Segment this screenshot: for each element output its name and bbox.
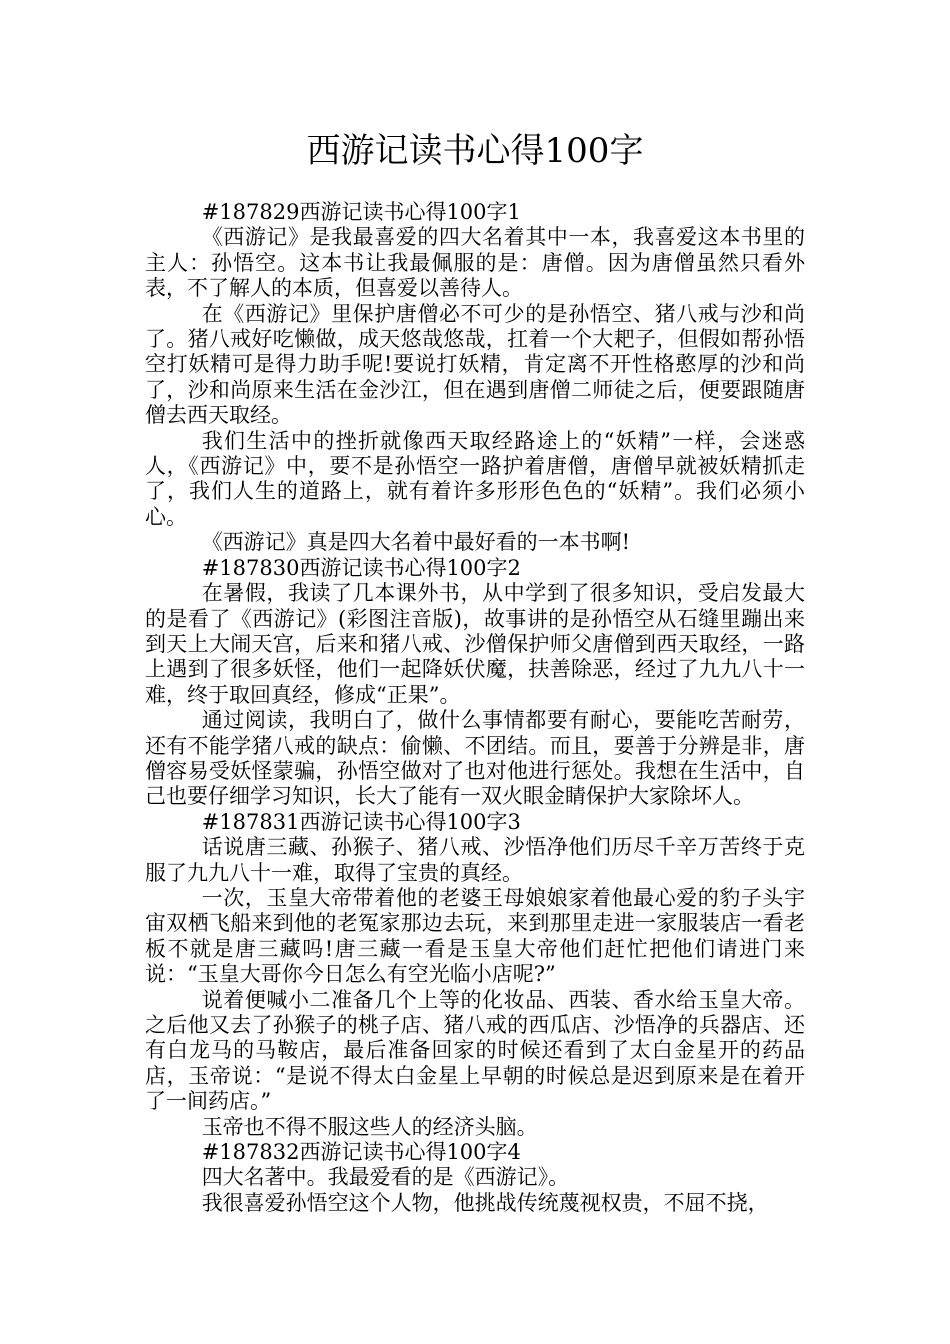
paragraph: 《西游记》是我最喜爱的四大名着其中一本，我喜爱这本书里的主人：孙悟空。这本书让我最佩服的是：唐僧。因为唐僧虽然只看外表，不了解人的本质，但喜爱以善待人。 xyxy=(145,225,805,301)
paragraph: 我很喜爱孙悟空这个人物，他挑战传统蔑视权贵，不屈不挠， xyxy=(201,1190,769,1215)
document-title: 西游记读书心得100字 xyxy=(306,131,644,171)
paragraph: 通过阅读，我明白了，做什么事情都要有耐心，要能吃苦耐劳，还有不能学猪八戒的缺点：偷懒、不团结。而且，要善于分辨是非，唐僧容易受妖怪蒙骗，孙悟空做对了也对他进行惩处。我想在生活中，自己也要仔细学习知识，长大了能有一双火眼金睛保护大家除坏人。 xyxy=(145,708,805,809)
paragraph: 《西游记》真是四大名着中最好看的一本书啊! xyxy=(201,530,631,555)
paragraph: 在暑假，我读了几本课外书，从中学到了很多知识，受启发最大的是看了《西游记》(彩图注音版)，故事讲的是孙悟空从石缝里蹦出来到天上大闹天宫，后来和猪八戒、沙僧保护师父唐僧到西天取经，一路上遇到了很多妖怪，他们一起降妖伏魔，扶善除恶，经过了九九八十一难，终于取回真经，修成“正果”。 xyxy=(145,581,805,707)
paragraph: 玉帝也不得不服这些人的经济头脑。 xyxy=(201,1114,538,1139)
paragraph: 在《西游记》里保护唐僧必不可少的是孙悟空、猪八戒与沙和尚了。猪八戒好吃懒做，成天悠哉悠哉，扛着一个大耙子，但假如帮孙悟空打妖精可是得力助手呢!要说打妖精，肯定离不开性格憨厚的沙和尚了，沙和尚原来生活在金沙江，但在遇到唐僧二师徒之后，便要跟随唐僧去西天取经。 xyxy=(145,301,805,428)
paragraph: 一次，玉皇大帝带着他的老婆王母娘娘家着他最心爱的豹子头宇宙双栖飞船来到他的老冤家那边去玩，来到那里走进一家服装店一看老板不就是唐三藏吗!唐三藏一看是玉皇大帝他们赶忙把他们请进门来说：“玉皇大哥你今日怎么有空光临小店呢?” xyxy=(145,885,805,987)
paragraph: 四大名著中。我最爱看的是《西游记》。 xyxy=(201,1165,570,1190)
section-heading: #187832西游记读书心得100字4 xyxy=(201,1140,521,1165)
paragraph: 我们生活中的挫折就像西天取经路途上的“妖精”一样，会迷惑人，《西游记》中，要不是孙悟空一路护着唐僧，唐僧早就被妖精抓走了，我们人生的道路上，就有着许多形形色色的“妖精”。我们必须小心。 xyxy=(145,428,805,529)
paragraph: 说着便喊小二准备几个上等的化妆品、西装、香水给玉皇大帝。之后他又去了孙猴子的桃子店、猪八戒的西瓜店、沙悟净的兵器店、还有白龙马的马鞍店，最后准备回家的时候还看到了太白金星开的药品店，玉帝说：“是说不得太白金星上早朝的时候总是迟到原来是在着开了一间药店。” xyxy=(145,987,805,1114)
section-heading: #187829西游记读书心得100字1 xyxy=(201,200,521,224)
section-heading: #187831西游记读书心得100字3 xyxy=(201,809,521,834)
document-body xyxy=(145,200,805,1216)
paragraph: 话说唐三藏、孙猴子、猪八戒、沙悟净他们历尽千辛万苦终于克服了九九八十一难，取得了宝贵的真经。 xyxy=(145,835,805,885)
section-heading: #187830西游记读书心得100字2 xyxy=(201,555,521,580)
